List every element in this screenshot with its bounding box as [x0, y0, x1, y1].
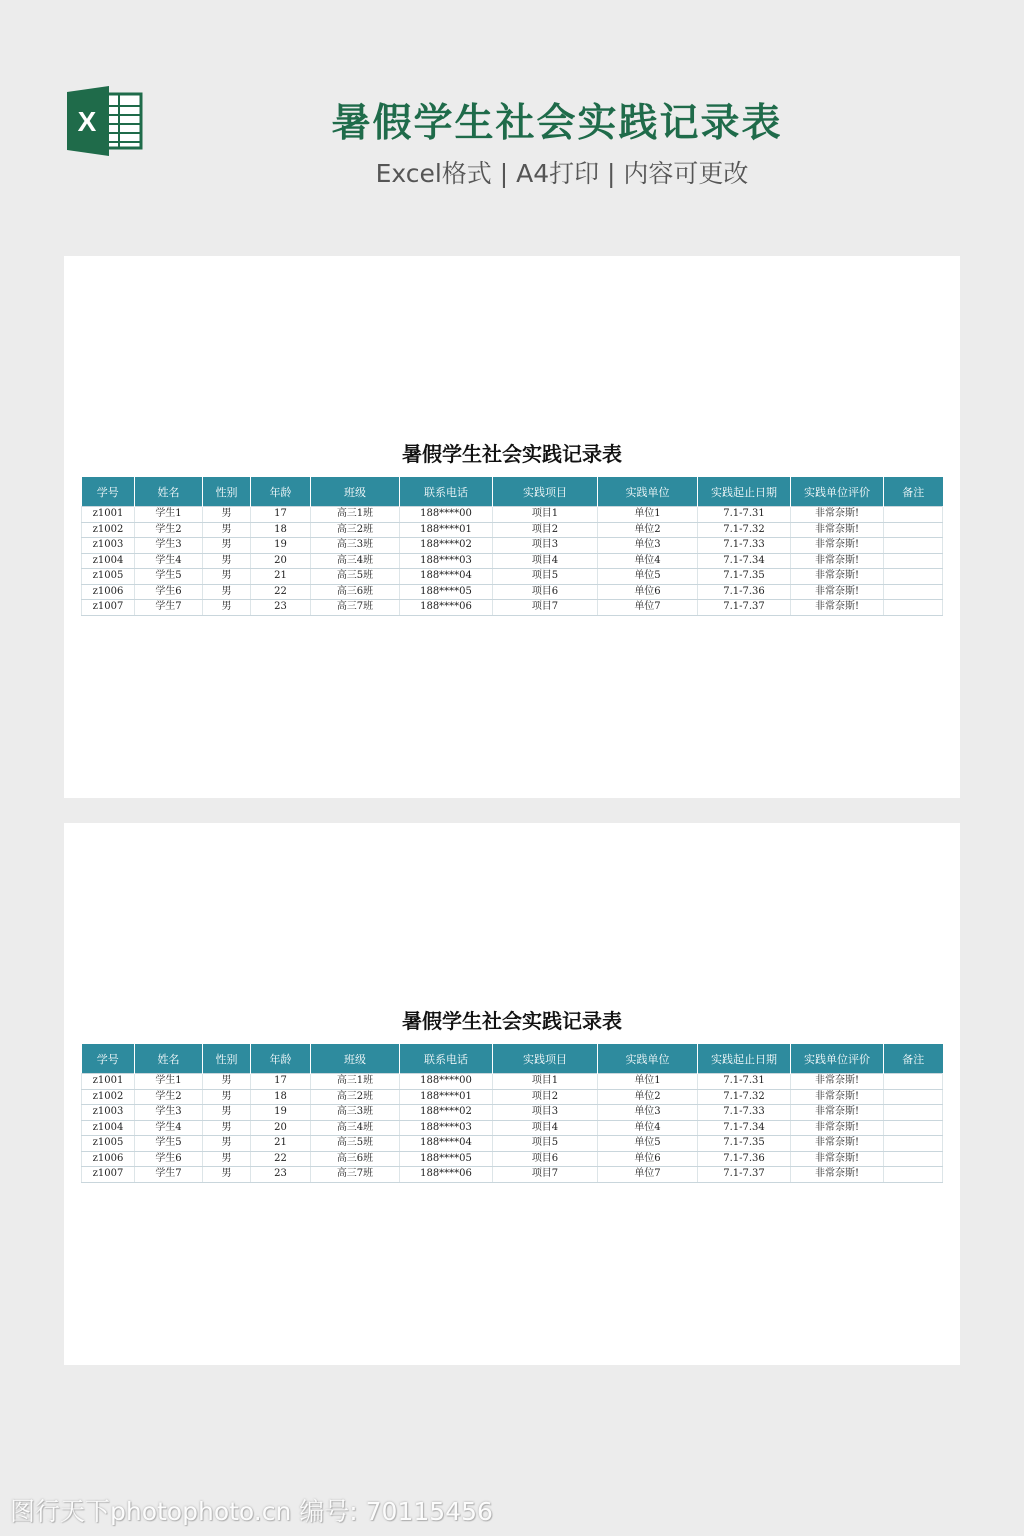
- table-cell: 高三1班: [311, 1074, 400, 1090]
- table-row: [82, 553, 943, 569]
- table-cell: 7.1-7.32: [698, 1089, 791, 1105]
- column-header: 实践起止日期: [698, 477, 791, 507]
- record-table: [81, 1044, 943, 1183]
- column-header: 实践项目: [493, 1044, 598, 1074]
- table-cell: 学生7: [135, 600, 203, 616]
- column-header: 年龄: [251, 477, 311, 507]
- page-subtitle: Excel格式 | A4打印 | 内容可更改: [375, 159, 749, 188]
- column-header: 联系电话: [400, 1044, 493, 1074]
- table-cell: 7.1-7.37: [698, 1167, 791, 1183]
- table-cell: 7.1-7.31: [698, 507, 791, 523]
- table-cell: 项目3: [493, 1105, 598, 1121]
- table-cell: z1004: [82, 553, 135, 569]
- table-cell: 非常奈斯!: [791, 584, 884, 600]
- table-cell: 18: [251, 1089, 311, 1105]
- table-cell: 单位4: [598, 553, 698, 569]
- table-cell: 高三5班: [311, 1136, 400, 1152]
- table-cell: 男: [203, 507, 251, 523]
- table-cell: 188****01: [400, 522, 493, 538]
- table-cell: 188****00: [400, 1074, 493, 1090]
- table-cell: 男: [203, 522, 251, 538]
- column-header: 备注: [884, 1044, 943, 1074]
- table-cell: 非常奈斯!: [791, 1120, 884, 1136]
- table-cell: 高三4班: [311, 1120, 400, 1136]
- table-cell: 7.1-7.35: [698, 1136, 791, 1152]
- table-cell: 188****06: [400, 600, 493, 616]
- table-row: [82, 584, 943, 600]
- table-cell: 7.1-7.33: [698, 1105, 791, 1121]
- column-header: 性别: [203, 1044, 251, 1074]
- column-header: 学号: [82, 1044, 135, 1074]
- table-cell: 高三5班: [311, 569, 400, 585]
- table-cell: 高三7班: [311, 600, 400, 616]
- table-cell: 188****04: [400, 1136, 493, 1152]
- table-cell: 23: [251, 600, 311, 616]
- table-cell: 7.1-7.35: [698, 569, 791, 585]
- column-header: 实践单位: [598, 1044, 698, 1074]
- table-cell: 188****05: [400, 584, 493, 600]
- table-cell: 非常奈斯!: [791, 600, 884, 616]
- table-cell: 项目1: [493, 507, 598, 523]
- table-cell: 23: [251, 1167, 311, 1183]
- table-cell: z1006: [82, 584, 135, 600]
- table-cell: 17: [251, 1074, 311, 1090]
- table-cell: z1006: [82, 1151, 135, 1167]
- table-cell: 学生5: [135, 1136, 203, 1152]
- table-cell: [884, 600, 943, 616]
- table-cell: [884, 1120, 943, 1136]
- table-cell: 单位7: [598, 1167, 698, 1183]
- table-cell: 高三6班: [311, 1151, 400, 1167]
- table-cell: 19: [251, 1105, 311, 1121]
- table-cell: 学生2: [135, 522, 203, 538]
- table-row: [82, 522, 943, 538]
- table-cell: 单位2: [598, 522, 698, 538]
- table-cell: 7.1-7.32: [698, 522, 791, 538]
- table-cell: 高三3班: [311, 538, 400, 554]
- table-cell: 188****05: [400, 1151, 493, 1167]
- table-cell: 男: [203, 600, 251, 616]
- table-cell: 学生7: [135, 1167, 203, 1183]
- table-cell: 高三4班: [311, 553, 400, 569]
- table-cell: 项目4: [493, 553, 598, 569]
- table-cell: 非常奈斯!: [791, 1089, 884, 1105]
- table-cell: 男: [203, 1074, 251, 1090]
- table-cell: 188****03: [400, 553, 493, 569]
- sheet-preview-1: [64, 256, 960, 798]
- table-cell: [884, 569, 943, 585]
- table-cell: 学生1: [135, 507, 203, 523]
- table-cell: 学生5: [135, 569, 203, 585]
- table-cell: 22: [251, 1151, 311, 1167]
- table-cell: 学生2: [135, 1089, 203, 1105]
- table-cell: z1007: [82, 600, 135, 616]
- table-cell: 非常奈斯!: [791, 1105, 884, 1121]
- watermark: 图行天下photophoto.cn 编号: 70115456: [10, 1497, 493, 1526]
- table-cell: 188****06: [400, 1167, 493, 1183]
- table-cell: 高三3班: [311, 1105, 400, 1121]
- table-row: [82, 569, 943, 585]
- table-cell: 高三7班: [311, 1167, 400, 1183]
- table-cell: 男: [203, 1120, 251, 1136]
- table-cell: 非常奈斯!: [791, 1167, 884, 1183]
- table-cell: 20: [251, 1120, 311, 1136]
- table-cell: z1002: [82, 1089, 135, 1105]
- table-cell: 非常奈斯!: [791, 569, 884, 585]
- table-cell: 单位1: [598, 1074, 698, 1090]
- column-header: 实践单位: [598, 477, 698, 507]
- table-cell: [884, 1167, 943, 1183]
- table-cell: [884, 507, 943, 523]
- table-cell: 男: [203, 1105, 251, 1121]
- column-header: 班级: [311, 477, 400, 507]
- table-cell: z1004: [82, 1120, 135, 1136]
- table-cell: 非常奈斯!: [791, 538, 884, 554]
- table-cell: 非常奈斯!: [791, 522, 884, 538]
- table-cell: z1003: [82, 538, 135, 554]
- column-header: 姓名: [135, 477, 203, 507]
- table-cell: [884, 538, 943, 554]
- table-cell: 男: [203, 1167, 251, 1183]
- table-cell: [884, 1151, 943, 1167]
- table-cell: 7.1-7.34: [698, 1120, 791, 1136]
- table-row: [82, 1074, 943, 1090]
- table-cell: 项目3: [493, 538, 598, 554]
- table-cell: 单位3: [598, 1105, 698, 1121]
- column-header: 班级: [311, 1044, 400, 1074]
- table-cell: 7.1-7.36: [698, 584, 791, 600]
- table-cell: 项目2: [493, 522, 598, 538]
- table-cell: 7.1-7.36: [698, 1151, 791, 1167]
- table-cell: 188****04: [400, 569, 493, 585]
- table-cell: 项目5: [493, 1136, 598, 1152]
- table-cell: 高三1班: [311, 507, 400, 523]
- table-cell: 男: [203, 553, 251, 569]
- table-cell: 188****02: [400, 538, 493, 554]
- table-row: [82, 1151, 943, 1167]
- table-cell: [884, 522, 943, 538]
- column-header: 备注: [884, 477, 943, 507]
- table-cell: 7.1-7.34: [698, 553, 791, 569]
- sheet-title: 暑假学生社会实践记录表: [402, 1009, 622, 1033]
- table-cell: 男: [203, 584, 251, 600]
- table-cell: 学生4: [135, 553, 203, 569]
- column-header: 姓名: [135, 1044, 203, 1074]
- table-cell: 男: [203, 538, 251, 554]
- table-cell: [884, 1074, 943, 1090]
- table-cell: 18: [251, 522, 311, 538]
- sheet-title: 暑假学生社会实践记录表: [402, 442, 622, 466]
- table-row: [82, 1167, 943, 1183]
- table-cell: 单位4: [598, 1120, 698, 1136]
- table-row: [82, 600, 943, 616]
- table-cell: z1005: [82, 569, 135, 585]
- page-title: 暑假学生社会实践记录表: [331, 101, 783, 146]
- table-row: [82, 1136, 943, 1152]
- excel-logo-letter: X: [77, 106, 97, 137]
- table-cell: 高三2班: [311, 522, 400, 538]
- table-cell: [884, 584, 943, 600]
- table-cell: 7.1-7.37: [698, 600, 791, 616]
- table-row: [82, 1105, 943, 1121]
- column-header: 年龄: [251, 1044, 311, 1074]
- table-cell: 项目6: [493, 1151, 598, 1167]
- table-cell: 非常奈斯!: [791, 1136, 884, 1152]
- table-cell: 188****02: [400, 1105, 493, 1121]
- table-cell: 男: [203, 1089, 251, 1105]
- table-cell: 单位6: [598, 1151, 698, 1167]
- table-cell: 188****00: [400, 507, 493, 523]
- table-cell: 高三6班: [311, 584, 400, 600]
- table-cell: 学生6: [135, 584, 203, 600]
- table-cell: 项目7: [493, 1167, 598, 1183]
- table-cell: z1003: [82, 1105, 135, 1121]
- table-cell: 17: [251, 507, 311, 523]
- table-cell: 项目6: [493, 584, 598, 600]
- table-cell: 学生1: [135, 1074, 203, 1090]
- table-cell: 学生6: [135, 1151, 203, 1167]
- table-row: [82, 507, 943, 523]
- table-cell: 19: [251, 538, 311, 554]
- table-cell: 男: [203, 1151, 251, 1167]
- table-row: [82, 1120, 943, 1136]
- table-cell: 单位2: [598, 1089, 698, 1105]
- table-cell: 188****03: [400, 1120, 493, 1136]
- table-cell: 单位5: [598, 1136, 698, 1152]
- table-cell: 单位5: [598, 569, 698, 585]
- table-cell: 7.1-7.31: [698, 1074, 791, 1090]
- table-cell: 项目2: [493, 1089, 598, 1105]
- table-cell: z1001: [82, 1074, 135, 1090]
- table-cell: 项目7: [493, 600, 598, 616]
- table-cell: 非常奈斯!: [791, 1074, 884, 1090]
- table-cell: 学生4: [135, 1120, 203, 1136]
- table-row: [82, 538, 943, 554]
- table-cell: 单位1: [598, 507, 698, 523]
- column-header: 实践单位评价: [791, 477, 884, 507]
- table-cell: 项目4: [493, 1120, 598, 1136]
- column-header: 性别: [203, 477, 251, 507]
- table-cell: [884, 1089, 943, 1105]
- table-cell: z1005: [82, 1136, 135, 1152]
- table-cell: 项目1: [493, 1074, 598, 1090]
- table-cell: 男: [203, 569, 251, 585]
- table-cell: z1002: [82, 522, 135, 538]
- table-cell: 学生3: [135, 538, 203, 554]
- table-cell: z1007: [82, 1167, 135, 1183]
- table-cell: z1001: [82, 507, 135, 523]
- table-cell: [884, 553, 943, 569]
- table-cell: 7.1-7.33: [698, 538, 791, 554]
- column-header: 学号: [82, 477, 135, 507]
- table-cell: 非常奈斯!: [791, 507, 884, 523]
- table-cell: 188****01: [400, 1089, 493, 1105]
- table-cell: 男: [203, 1136, 251, 1152]
- table-cell: [884, 1105, 943, 1121]
- table-cell: 21: [251, 1136, 311, 1152]
- table-cell: 非常奈斯!: [791, 1151, 884, 1167]
- table-cell: 单位6: [598, 584, 698, 600]
- column-header: 实践起止日期: [698, 1044, 791, 1074]
- record-table: [81, 477, 943, 616]
- table-cell: 22: [251, 584, 311, 600]
- table-cell: 高三2班: [311, 1089, 400, 1105]
- column-header: 联系电话: [400, 477, 493, 507]
- table-cell: 项目5: [493, 569, 598, 585]
- column-header: 实践项目: [493, 477, 598, 507]
- sheet-preview-2: [64, 823, 960, 1365]
- table-cell: 单位7: [598, 600, 698, 616]
- table-cell: 21: [251, 569, 311, 585]
- column-header: 实践单位评价: [791, 1044, 884, 1074]
- table-cell: [884, 1136, 943, 1152]
- table-cell: 20: [251, 553, 311, 569]
- table-row: [82, 1089, 943, 1105]
- table-cell: 单位3: [598, 538, 698, 554]
- table-cell: 学生3: [135, 1105, 203, 1121]
- table-cell: 非常奈斯!: [791, 553, 884, 569]
